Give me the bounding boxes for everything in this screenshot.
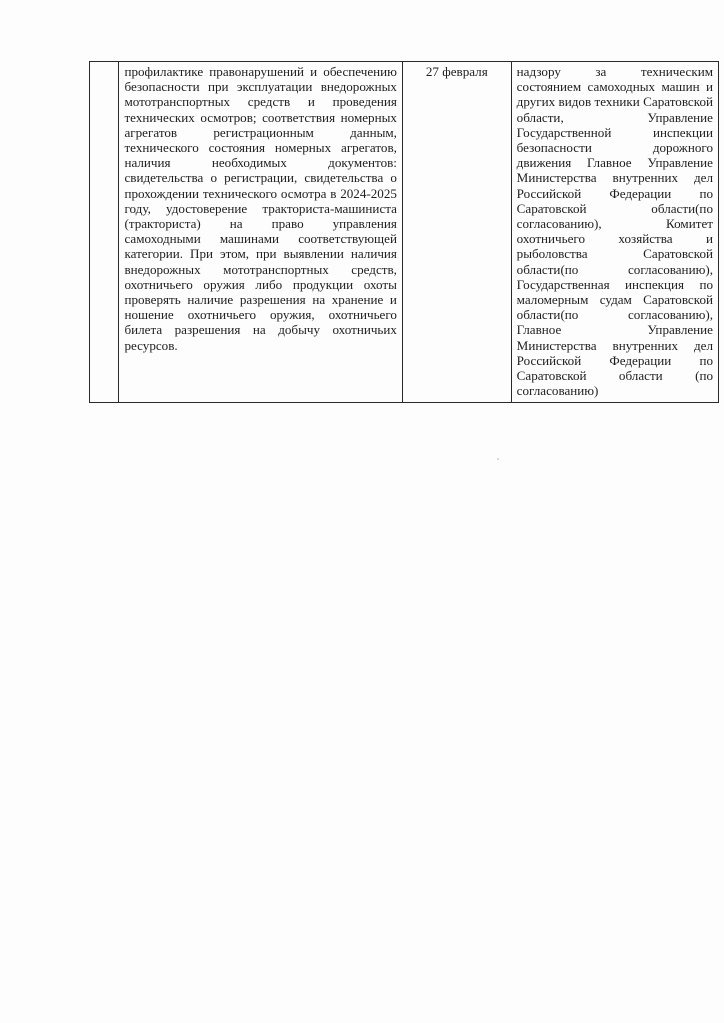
event-date-cell: 27 февраля [402,62,511,403]
table-row [90,62,719,403]
responsible-parties-cell: надзору за техническим состоянием самоходных машин и других видов техники Саратовской области, Управление Государственной инспекции безопасности дорожного движения Главное Управление Министерства внутренних дел Российской Федерации по Саратовской области(по согласованию), Комитет охотничьего хозяйства и рыболовства Саратовской области(по согласованию), Государственная инспекция по маломерным судам Саратовской области(по согласованию), Главное Управление Министерства внутренних дел Российской Федерации по Саратовской области (по согласованию) [511,62,718,403]
events-table [89,61,719,403]
row-number-cell [90,62,119,403]
scan-speck [497,458,499,460]
event-description-cell: профилактике правонарушений и обеспечению безопасности при эксплуатации внедорожных мототранспортных средств и проведения технических осмотров; соответствия номерных агрегатов регистрационным данным, технического состояния номерных агрегатов, наличия необходимых документов: свидетельства о регистрации, свидетельства о прохождении технического осмотра в 2024-2025 году, удостоверение тракториста-машиниста (тракториста) на право управления самоходными машинами соответствующей категории. При этом, при выявлении наличия внедорожных мототранспортных средств, охотничьего оружия либо продукции охоты проверять наличие разрешения на хранение и ношение охотничьего оружия, охотничьего билета разрешения на добычу охотничьих ресурсов. [119,62,403,403]
